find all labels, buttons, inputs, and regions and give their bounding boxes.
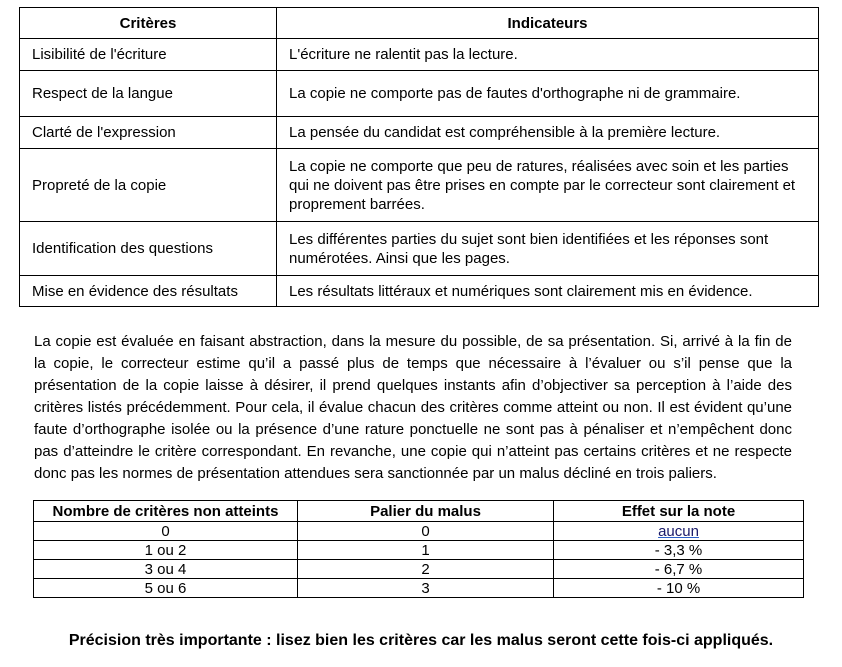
criterion-cell: Propreté de la copie: [20, 149, 277, 222]
indicator-cell: La copie ne comporte pas de fautes d'orthographe ni de grammaire.: [277, 71, 819, 117]
criteria-row: [20, 117, 819, 149]
effect-cell: - 10 %: [554, 579, 804, 598]
header-palier: Palier du malus: [298, 501, 554, 522]
indicator-cell: Les résultats littéraux et numériques sont clairement mis en évidence.: [277, 276, 819, 307]
count-cell: 1 ou 2: [34, 541, 298, 560]
criteria-row: [20, 276, 819, 307]
level-cell: 1: [298, 541, 554, 560]
indicator-cell: La copie ne comporte que peu de ratures, réalisées avec soin et les parties qui ne doivent pas être prises en compte par le correcteur sont clairement et proprement barrées.: [277, 149, 819, 222]
count-cell: 0: [34, 522, 298, 541]
header-criteres: Critères: [20, 8, 277, 39]
effect-cell: - 3,3 %: [554, 541, 804, 560]
criterion-cell: Clarté de l'expression: [20, 117, 277, 149]
malus-row: [34, 522, 804, 541]
criterion-cell: Identification des questions: [20, 222, 277, 276]
indicator-cell: L'écriture ne ralentit pas la lecture.: [277, 39, 819, 71]
important-note: Précision très importante : lisez bien les critères car les malus seront cette fois-ci appliqués.: [68, 632, 774, 649]
level-cell: 0: [298, 522, 554, 541]
effect-cell: - 6,7 %: [554, 560, 804, 579]
malus-row: [34, 579, 804, 598]
header-effet: Effet sur la note: [554, 501, 804, 522]
header-nombre-criteres: Nombre de critères non atteints: [34, 501, 298, 522]
criteria-row: [20, 149, 819, 222]
criteria-row: [20, 39, 819, 71]
criteria-row: [20, 222, 819, 276]
indicator-cell: La pensée du candidat est compréhensible à la première lecture.: [277, 117, 819, 149]
effect-link[interactable]: aucun: [658, 522, 699, 540]
criteria-table-header: [20, 8, 819, 39]
count-cell: 3 ou 4: [34, 560, 298, 579]
header-indicateurs: Indicateurs: [277, 8, 819, 39]
criteria-table: [19, 7, 819, 307]
malus-row: [34, 560, 804, 579]
effect-cell: [554, 522, 804, 541]
evaluation-paragraph: La copie est évaluée en faisant abstraction, dans la mesure du possible, de sa présentation. Si, arrivé à la fin de la copie, le correcteur estime qu’il a passé plus de temps que nécessaire à l’évaluer ou s’il pense que la présentation de la copie laisse à désirer, il prend quelques instants afin d’objectiver sa perception à l’aide des critères listés précédemment. Pour cela, il évalue chacun des critères comme atteint ou non. Il est évident qu’une faute d’orthographe isolée ou la présence d’une rature ponctuelle ne sont pas à pénaliser et n’empêchent donc pas d’atteindre le critère correspondant. En revanche, une copie qui n’atteint pas certains critères et ne respecte donc pas les normes de présentation attendues sera sanctionnée par un malus décliné en trois paliers.: [34, 333, 792, 482]
criteria-row: [20, 71, 819, 117]
malus-table-header: [34, 501, 804, 522]
criterion-cell: Respect de la langue: [20, 71, 277, 117]
criterion-cell: Mise en évidence des résultats: [20, 276, 277, 307]
level-cell: 3: [298, 579, 554, 598]
criterion-cell: Lisibilité de l'écriture: [20, 39, 277, 71]
malus-row: [34, 541, 804, 560]
level-cell: 2: [298, 560, 554, 579]
count-cell: 5 ou 6: [34, 579, 298, 598]
indicator-cell: Les différentes parties du sujet sont bien identifiées et les réponses sont numérotées. Ainsi que les pages.: [277, 222, 819, 276]
malus-table: [33, 500, 804, 598]
